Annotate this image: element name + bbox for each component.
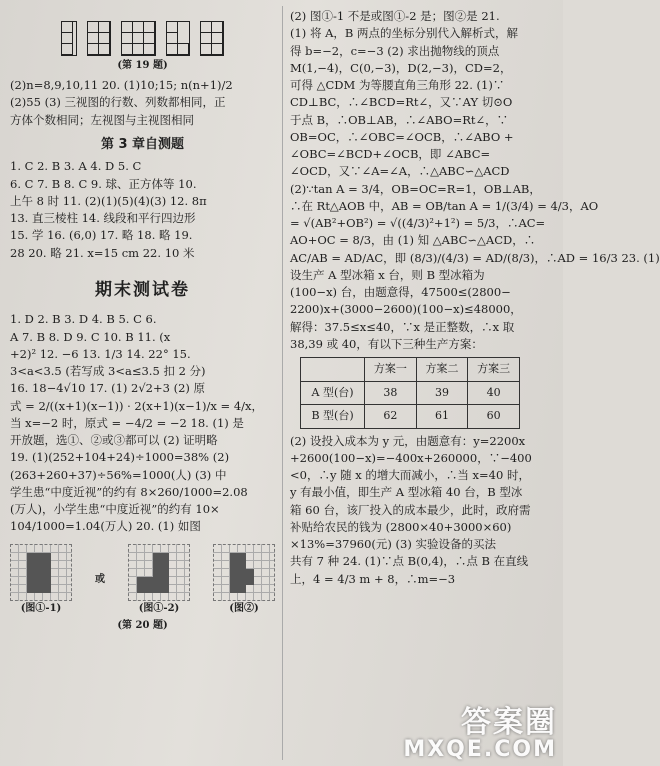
answer-line: 当 x=−2 时，原式 = −4/2 = −2 18. (1) 是 (10, 415, 244, 430)
answer-line: (2) 设投入成本为 y 元，由题意有：y=2200x (290, 433, 526, 448)
answer-line: 13. 直三棱柱 14. 线段和平行四边形 (10, 211, 196, 225)
figure-19-4 (166, 21, 190, 56)
or-label: 或 (95, 574, 105, 585)
answer-line: 1. D 2. B 3. D 4. B 5. C 6. (10, 312, 157, 327)
answer-line: 补贴给农民的钱为 (2800×40+3000×60) (290, 519, 512, 534)
column-divider (282, 6, 283, 760)
figure-19-5 (200, 21, 224, 56)
answer-line: 箱 60 台，该厂投入的成本最少，此时，政府需 (290, 502, 531, 517)
figure-20-3 (213, 544, 275, 616)
table-cell: 61 (416, 405, 468, 429)
figure-20-caption: (第 20 题) (117, 619, 168, 631)
answer-line: 于点 B，∴OB⊥AB，∴∠ABO=Rt∠，∵ (290, 112, 509, 127)
final-exam-title: 期末测试卷 (95, 279, 190, 300)
figure-19-row (10, 8, 275, 56)
answer-line: AC/AB = AD/AC，即 (8/3)/(4/3) = AD/(8/3)，∴AD = 16/3 23. (1) (290, 250, 660, 265)
answer-line: 开放题，选①、②或③都可以 (2) 证明略 (10, 433, 218, 447)
answer-line: OB=OC，∴∠OBC=∠OCB，∴∠ABO + (290, 129, 514, 144)
answer-line: 3<a<3.5 (若写成 3<a≤3.5 扣 2 分) (10, 364, 206, 378)
answer-line: 2200)x+(3000−2600)(100−x)≤48000， (290, 302, 522, 317)
left-column (10, 8, 275, 758)
answer-line: 上午 8 时 11. (2)(1)(5)(4)(3) 12. 8π (10, 193, 207, 208)
watermark-url: MXQE.COM (403, 736, 557, 762)
answer-line: ∴在 Rt△AOB 中，AB = OB/tan A = 1/(3/4) = 4/3，AO (290, 198, 599, 213)
answer-line: 104/1000=1.04(万人) 20. (1) 如图 (10, 519, 201, 534)
figure-19-caption: (第 19 题) (117, 60, 168, 71)
answer-line: (2)55 (3) 三视图的行数、列数都相同，正 (10, 95, 226, 110)
figure-caption: (图①-2) (138, 602, 180, 614)
table-cell: 60 (468, 405, 520, 429)
table-header-cell: 方案二 (416, 358, 468, 382)
table-header-cell: 方案三 (468, 358, 520, 382)
table-header-row (301, 358, 520, 382)
table-cell: 39 (416, 381, 468, 405)
answer-line: 解得：37.5≤x≤40，∵x 是正整数，∴x 取 (290, 319, 515, 334)
answer-line: (2) 图①-1 不是或图①-2 是；图②是 21. (290, 9, 500, 23)
figure-20-row (10, 544, 275, 616)
answer-line: (万人)，小学生患“中度近视”的约有 10× (10, 502, 220, 516)
site-watermark (403, 704, 557, 762)
table-cell: 62 (365, 405, 417, 429)
answer-line: 6. C 7. B 8. C 9. 球、正方体等 10. (10, 176, 197, 191)
answer-line: (2)∵tan A = 3/4，OB=OC=R=1，OB⊥AB， (290, 181, 541, 196)
answer-line: 设生产 A 型冰箱 x 台，则 B 型冰箱为 (290, 267, 485, 282)
answer-line: 16. 18−4√10 17. (1) 2√2+3 (2) 原 (10, 381, 206, 396)
answer-line: 38,39 或 40，有以下三种生产方案： (290, 336, 483, 351)
answer-line: 15. 学 16. (6,0) 17. 略 18. 略 19. (10, 228, 193, 243)
table-header-cell: 方案一 (365, 358, 417, 382)
answer-line: = √(AB²+OB²) = √((4/3)²+1²) = 5/3，∴AC= (290, 216, 546, 230)
answer-line: 28 20. 略 21. x=15 cm 22. 10 米 (10, 245, 195, 260)
answer-line: CD⊥BC，∴∠BCD=Rt∠，又∵AY 切⊙O (290, 95, 513, 110)
answer-line: ×13%=37960(元) (3) 实验设备的买法 (290, 537, 496, 551)
table-row (301, 381, 520, 405)
answer-line: (1) 将 A，B 两点的坐标分别代入解析式，解 (290, 26, 519, 41)
table-row (301, 405, 520, 429)
table-cell: 38 (365, 381, 417, 405)
answer-line: (263+260+37)÷56%=1000(人) (3) 中 (10, 467, 227, 482)
answer-line: +2600(100−x)=−400x+260000，∵−400 (290, 450, 532, 465)
answer-line: ∠OCD，又∵∠A=∠A，∴△ABC∽△ACD (290, 164, 510, 179)
right-column (290, 8, 660, 758)
production-plan-table (300, 357, 520, 429)
table-cell: B 型(台) (301, 405, 365, 429)
figure-20-1 (10, 544, 72, 616)
figure-caption: (图①-1) (20, 602, 62, 614)
answer-line: (100−x) 台，由题意得，47500≤(2800− (290, 285, 511, 299)
answer-line: A 7. B 8. D 9. C 10. B 11. (x (10, 329, 171, 344)
table-cell: A 型(台) (301, 381, 365, 405)
figure-20-2 (128, 544, 190, 616)
answer-line: y 有最小值，即生产 A 型冰箱 40 台，B 型冰 (290, 485, 523, 500)
watermark-logo-text: 答案圈 (461, 704, 557, 740)
answer-line: 上，4 = 4/3 m + 8，∴m=−3 (290, 571, 456, 586)
table-header-cell (301, 358, 365, 382)
answer-line: M(1,−4)，C(0,−3)，D(2,−3)，CD=2， (290, 60, 512, 75)
answer-line: 方体个数相同；左视图与主视图相同 (10, 112, 194, 127)
answer-line: 得 b=−2，c=−3 (2) 求出抛物线的顶点 (290, 43, 500, 58)
figure-19-1 (61, 21, 77, 56)
answer-line: AO+OC = 8/3，由 (1) 知 △ABC∽△ACD，∴ (290, 233, 536, 248)
answer-line: 1. C 2. B 3. A 4. D 5. C (10, 159, 142, 174)
table-cell: 40 (468, 381, 520, 405)
answer-line: 共有 7 种 24. (1)∵点 B(0,4)，∴点 B 在直线 (290, 554, 529, 569)
chapter-3-title: 第 3 章自测题 (100, 136, 185, 152)
figure-19-3 (121, 21, 156, 56)
answer-line: 学生患“中度近视”的约有 8×260/1000=2.08 (10, 484, 248, 499)
answer-line: ∠OBC=∠BCD+∠OCB，即 ∠ABC= (290, 147, 491, 161)
answer-line: +2)² 12. −6 13. 1/3 14. 22° 15. (10, 346, 191, 361)
answer-line: 可得 △CDM 为等腰直角三角形 22. (1)∵ (290, 78, 505, 92)
answer-line: 19. (1)(252+104+24)÷1000=38% (2) (10, 450, 230, 465)
figure-caption: (图②) (229, 602, 259, 614)
answer-line: (2)n=8,9,10,11 20. (1)10;15; n(n+1)/2 (10, 78, 233, 92)
answer-line: <0，∴y 随 x 的增大而减小，∴当 x=40 时， (290, 468, 530, 482)
figure-19-2 (87, 21, 111, 56)
answer-line: 式 = 2/((x+1)(x−1)) · 2(x+1)(x−1)/x = 4/x， (10, 398, 264, 413)
